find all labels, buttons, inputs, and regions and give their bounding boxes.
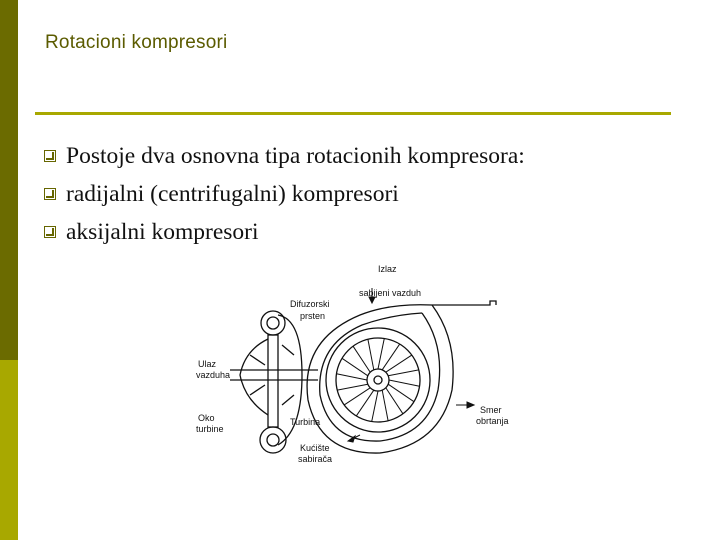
impeller-blade (356, 390, 373, 416)
sidebar-accent-dark (0, 0, 18, 360)
side-section-view (230, 311, 321, 453)
bullet-text: aksijalni kompresori (66, 218, 259, 245)
label-smer-2: obrtanja (476, 416, 509, 426)
label-oko-2: turbine (196, 424, 224, 434)
impeller-blade (337, 384, 368, 390)
label-ulaz-2: vazduha (196, 370, 231, 380)
label-ulaz: Ulaz (198, 359, 217, 369)
impeller-blade (386, 355, 412, 372)
impeller-blade (382, 344, 399, 370)
impeller-blade (353, 346, 370, 372)
bullet-list (44, 137, 525, 251)
label-izlaz-2: sabijeni vazduh (358, 288, 422, 298)
sidebar-accent-light (0, 360, 18, 540)
impeller-blade (344, 388, 370, 405)
bullet-text: Postoje dva osnovna tipa rotacionih kompresora: (66, 142, 525, 169)
bullet-item (44, 175, 525, 213)
checkbox-icon (44, 226, 56, 238)
label-turbina: Turbina (290, 417, 321, 427)
impeller-blade (342, 358, 368, 375)
bullet-item (44, 213, 525, 251)
slide-title: Rotacioni kompresori (45, 32, 228, 53)
impeller-blade (388, 384, 414, 401)
flow-arrows (348, 288, 474, 442)
checkbox-icon (44, 188, 56, 200)
title-divider (35, 112, 671, 115)
impeller-blade (368, 339, 374, 370)
impeller-blade (378, 338, 384, 369)
impeller-blade (372, 391, 378, 422)
impeller-blade (336, 374, 367, 380)
bullet-item (44, 137, 525, 175)
impeller-blade (386, 388, 403, 414)
label-kuciste-2: sabirača (298, 454, 333, 464)
impeller-blade (389, 380, 420, 386)
impeller-blade (388, 370, 419, 376)
checkbox-icon (44, 150, 56, 162)
label-kuciste: Kućište (300, 443, 330, 453)
label-oko: Oko (198, 413, 215, 423)
impeller-blades (336, 338, 419, 421)
label-izlaz: Izlaz (378, 264, 397, 274)
label-difuzor: Difuzorski (290, 299, 330, 309)
bullet-text: radijalni (centrifugalni) kompresori (66, 180, 399, 207)
label-smer: Smer (480, 405, 502, 415)
front-view-volute (307, 301, 496, 453)
centrifugal-compressor-diagram (190, 255, 530, 470)
impeller-blade (382, 390, 388, 421)
label-difuzor-2: prsten (300, 311, 326, 321)
